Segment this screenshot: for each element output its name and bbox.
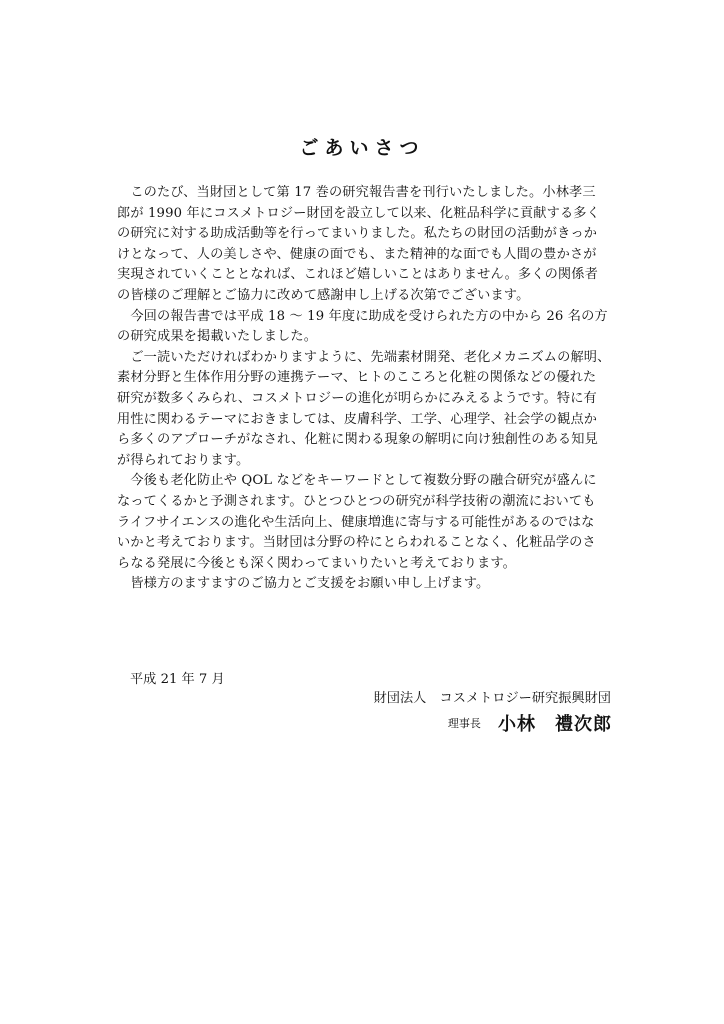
signer-role: 理事長 xyxy=(447,717,481,730)
body-line: の研究に対する助成活動等を行ってまいりました。私たちの財団の活動がきっか xyxy=(117,226,598,242)
body-line: 実現されていくこととなれば、これほど嬉しいことはありません。多くの関係者 xyxy=(117,267,598,283)
document-date: 平成 21 年 7 月 xyxy=(130,672,225,687)
body-line: の研究成果を掲載いたしました。 xyxy=(117,329,318,345)
body-line: 研究が数多くみられ、コスメトロジーの進化が明らかにみえるようです。特に有 xyxy=(117,390,597,406)
signer-name: 小林 禮次郎 xyxy=(498,714,612,735)
body-line: このたび、当財団として第 17 巻の研究報告書を刊行いたしました。小林孝三 xyxy=(117,185,596,200)
body-line: けとなって、人の美しさや、健康の面でも、また精神的な面でも人間の豊かさが xyxy=(117,246,597,262)
body-line: なってくるかと予測されます。ひとつひとつの研究が科学技術の潮流においても xyxy=(117,493,596,509)
body-line: 素材分野と生体作用分野の連携テーマ、ヒトのこころと化粧の関係などの優れた xyxy=(117,370,597,386)
body-line: ライフサイエンスの進化や生活向上、健康増進に寄与する可能性があるのではな xyxy=(117,514,595,530)
body-line: が得られております。 xyxy=(117,452,250,468)
body-line: 皆様方のますますのご協力とご支援をお願い申し上げます。 xyxy=(117,576,490,592)
signature-block xyxy=(448,710,612,736)
body-line: 今後も老化防止や QOL などをキーワードとして複数分野の融合研究が盛んに xyxy=(117,473,597,489)
body-line: ら多くのアプローチがなされ、化粧に関わる現象の解明に向け独創性のある知見 xyxy=(117,432,598,448)
body-line: 今回の報告書では平成 18 〜 19 年度に助成を受けられた方の中から 26 名の方 xyxy=(117,308,608,324)
body-line: 用性に関わるテーマにおきましては、皮膚科学、工学、心理学、社会学の観点か xyxy=(117,411,598,427)
body-line: の皆様のご理解とご協力に改めて感謝申し上げる次第でございます。 xyxy=(117,287,530,303)
organization-name: 財団法人 コスメトロジー研究振興財団 xyxy=(373,691,611,706)
greeting-body xyxy=(117,183,612,595)
body-line: 郎が 1990 年にコスメトロジー財団を設立して以来、化粧品科学に貢献する多く xyxy=(117,205,600,221)
page-title: ごあいさつ xyxy=(299,137,425,159)
body-line: らなる発展に今後とも深く関わってまいりたいと考えております。 xyxy=(117,555,516,571)
body-line: いかと考えております。当財団は分野の枠にとらわれることなく、化粧品学のさ xyxy=(117,535,596,551)
body-line: ご一読いただければわかりますように、先端素材開発、老化メカニズムの解明、 xyxy=(117,349,611,365)
